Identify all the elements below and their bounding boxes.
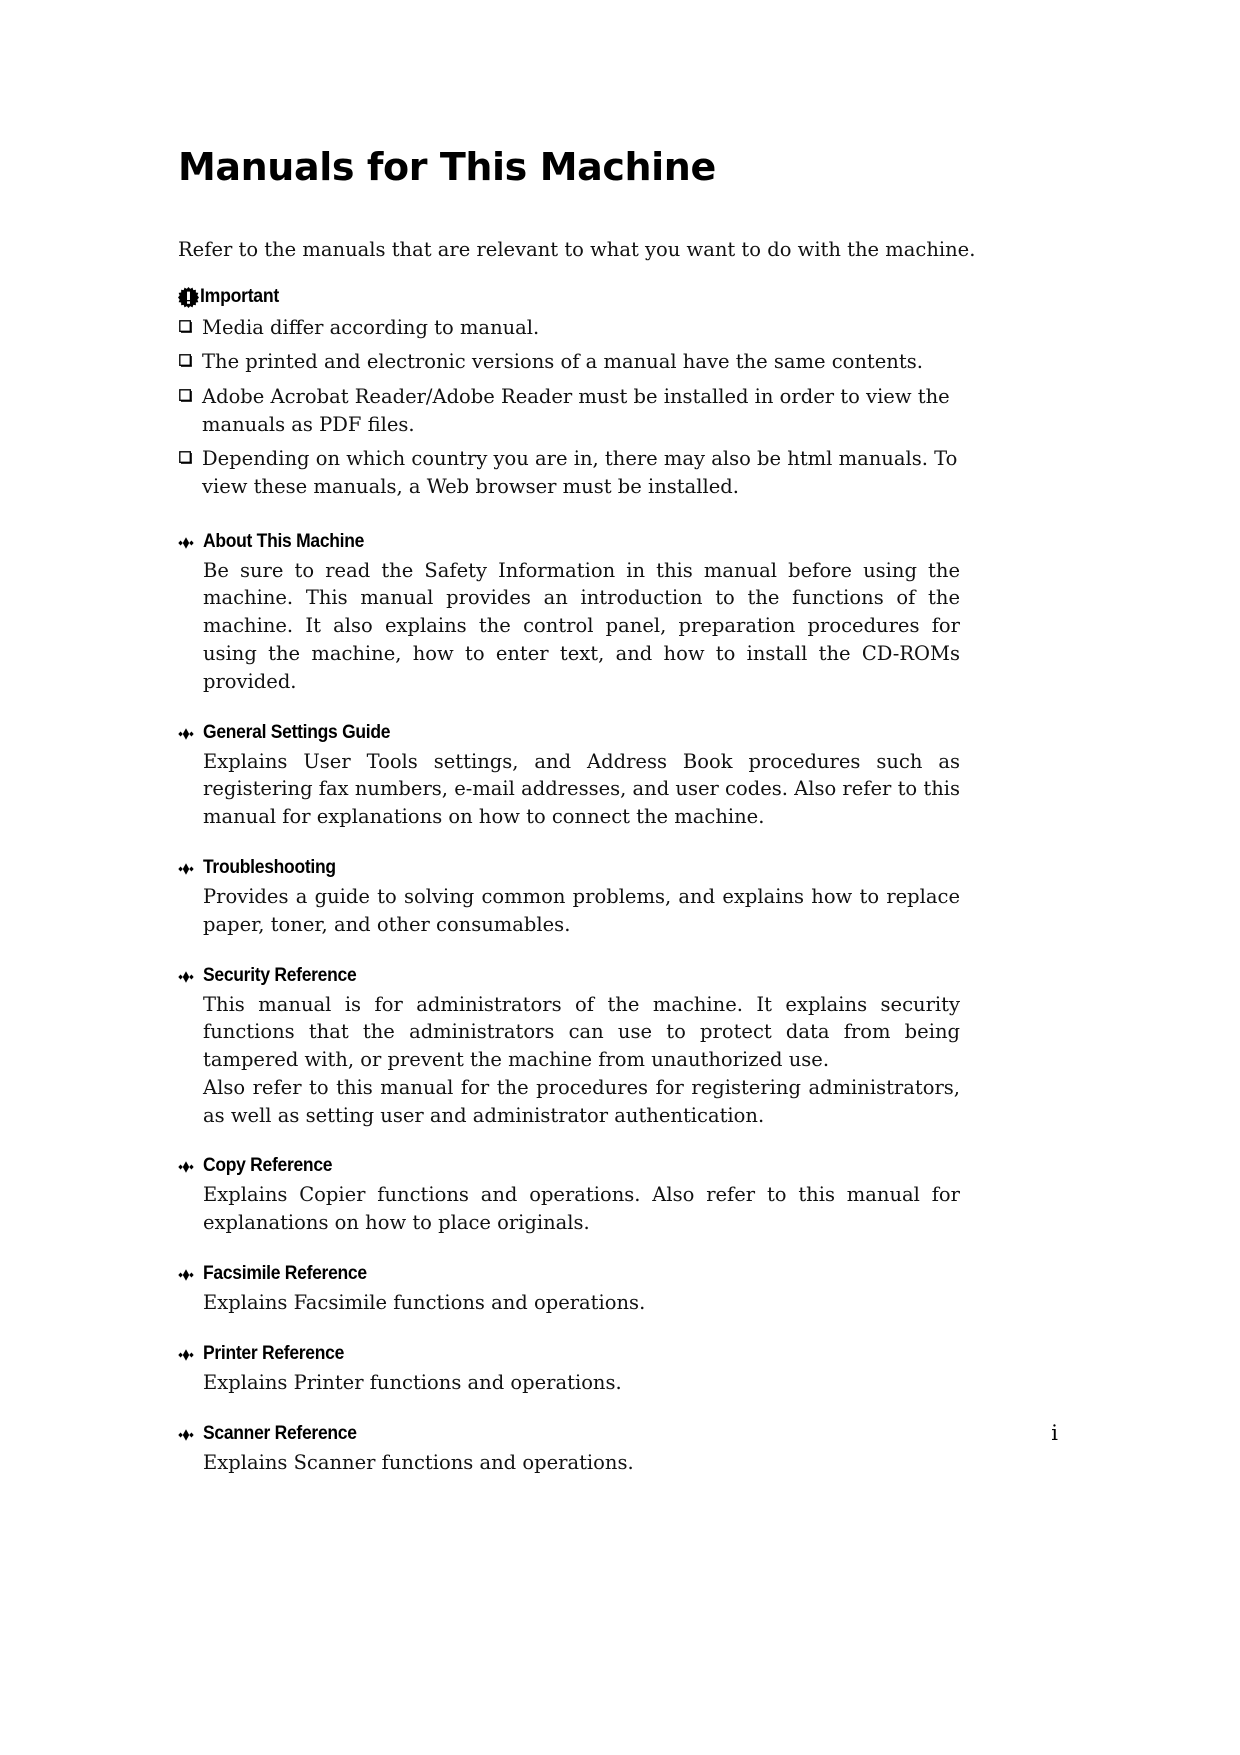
section-body <box>203 1289 960 1317</box>
section-paragraph: This manual is for administrators of the machine. It explains security functions that the administrators can use to protect data from being tampered with, or prevent the machine from unauthorized use. <box>203 992 960 1072</box>
manual-section-about-this-machine <box>178 531 960 696</box>
list-item-text: Adobe Acrobat Reader/Adobe Reader must be installed in order to view the manuals as PDF files. <box>202 384 950 436</box>
section-heading <box>178 722 960 744</box>
important-burst-icon <box>178 287 199 308</box>
section-title: Security Reference <box>203 964 357 986</box>
page-number: i <box>1051 1421 1058 1445</box>
diamond-cluster-bullet-icon <box>178 726 203 747</box>
diamond-cluster-bullet-icon <box>178 861 203 882</box>
list-item <box>178 314 960 342</box>
section-title: Printer Reference <box>203 1342 345 1364</box>
section-paragraph: Explains Copier functions and operations. Also refer to this manual for explanations on how to place originals. <box>203 1183 960 1235</box>
square-shadow-bullet-icon <box>178 353 202 373</box>
diamond-cluster-bullet-icon <box>178 1267 203 1288</box>
section-paragraph: Explains User Tools settings, and Address Book procedures such as registering fax numbers, e-mail addresses, and user codes. Also refer to this manual for explanations on how to connect the machine. <box>203 749 960 829</box>
section-body <box>203 1369 960 1397</box>
important-note-list <box>178 314 960 501</box>
section-title: About This Machine <box>203 530 365 552</box>
square-shadow-bullet-icon <box>178 319 202 339</box>
section-body <box>203 991 960 1130</box>
section-body <box>203 883 960 939</box>
manual-section-general-settings-guide <box>178 722 960 831</box>
section-heading <box>178 1263 960 1285</box>
section-paragraph: Explains Scanner functions and operations. <box>203 1450 634 1474</box>
section-heading <box>178 857 960 879</box>
section-title: Facsimile Reference <box>203 1262 367 1284</box>
section-body <box>203 1181 960 1237</box>
section-title: Copy Reference <box>203 1155 333 1177</box>
diamond-cluster-bullet-icon <box>178 535 203 556</box>
square-shadow-bullet-icon <box>178 450 202 470</box>
manual-section-facsimile-reference <box>178 1263 960 1317</box>
section-paragraph: Explains Facsimile functions and operations. <box>203 1290 646 1314</box>
list-item <box>178 445 960 500</box>
list-item <box>178 348 960 376</box>
section-body <box>203 748 960 831</box>
diamond-cluster-bullet-icon <box>178 1427 203 1448</box>
list-item-text: Media differ according to manual. <box>202 315 540 339</box>
diamond-cluster-bullet-icon <box>178 1159 203 1180</box>
manual-section-copy-reference <box>178 1155 960 1237</box>
manual-section-scanner-reference <box>178 1423 960 1477</box>
diamond-cluster-bullet-icon <box>178 969 203 990</box>
section-body <box>203 557 960 696</box>
manual-section-troubleshooting <box>178 857 960 939</box>
section-paragraph: Explains Printer functions and operations. <box>203 1370 622 1394</box>
section-heading <box>178 965 960 987</box>
section-title: Troubleshooting <box>203 856 336 878</box>
section-heading <box>178 1423 960 1445</box>
section-heading <box>178 1155 960 1177</box>
section-heading <box>178 1343 960 1365</box>
list-item-text: Depending on which country you are in, there may also be html manuals. To view these manuals, a Web browser must be installed. <box>202 447 958 499</box>
section-body <box>203 1449 960 1477</box>
manual-section-security-reference <box>178 965 960 1130</box>
list-item-text: The printed and electronic versions of a manual have the same contents. <box>202 350 923 374</box>
page-title: Manuals for This Machine <box>178 145 716 189</box>
section-paragraph: Be sure to read the Safety Information in this manual before using the machine. This manual provides an introduction to the functions of the machine. It also explains the control panel, preparation procedures for using the machine, how to enter text, and how to install the CD-ROMs provided. <box>203 558 960 693</box>
square-shadow-bullet-icon <box>178 388 202 408</box>
page-content <box>178 145 976 1502</box>
section-paragraph: Provides a guide to solving common problems, and explains how to replace paper, toner, and other consumables. <box>203 884 960 936</box>
intro-paragraph: Refer to the manuals that are relevant to what you want to do with the machine. <box>178 237 976 261</box>
section-title: Scanner Reference <box>203 1422 357 1444</box>
important-label: Important <box>200 285 279 307</box>
section-heading <box>178 531 960 553</box>
section-paragraph: Also refer to this manual for the procedures for registering administrators, as well as setting user and administrator authentication. <box>203 1075 960 1127</box>
list-item <box>178 383 960 438</box>
important-heading <box>178 286 960 308</box>
section-title: General Settings Guide <box>203 721 391 743</box>
diamond-cluster-bullet-icon <box>178 1347 203 1368</box>
manual-section-printer-reference <box>178 1343 960 1397</box>
